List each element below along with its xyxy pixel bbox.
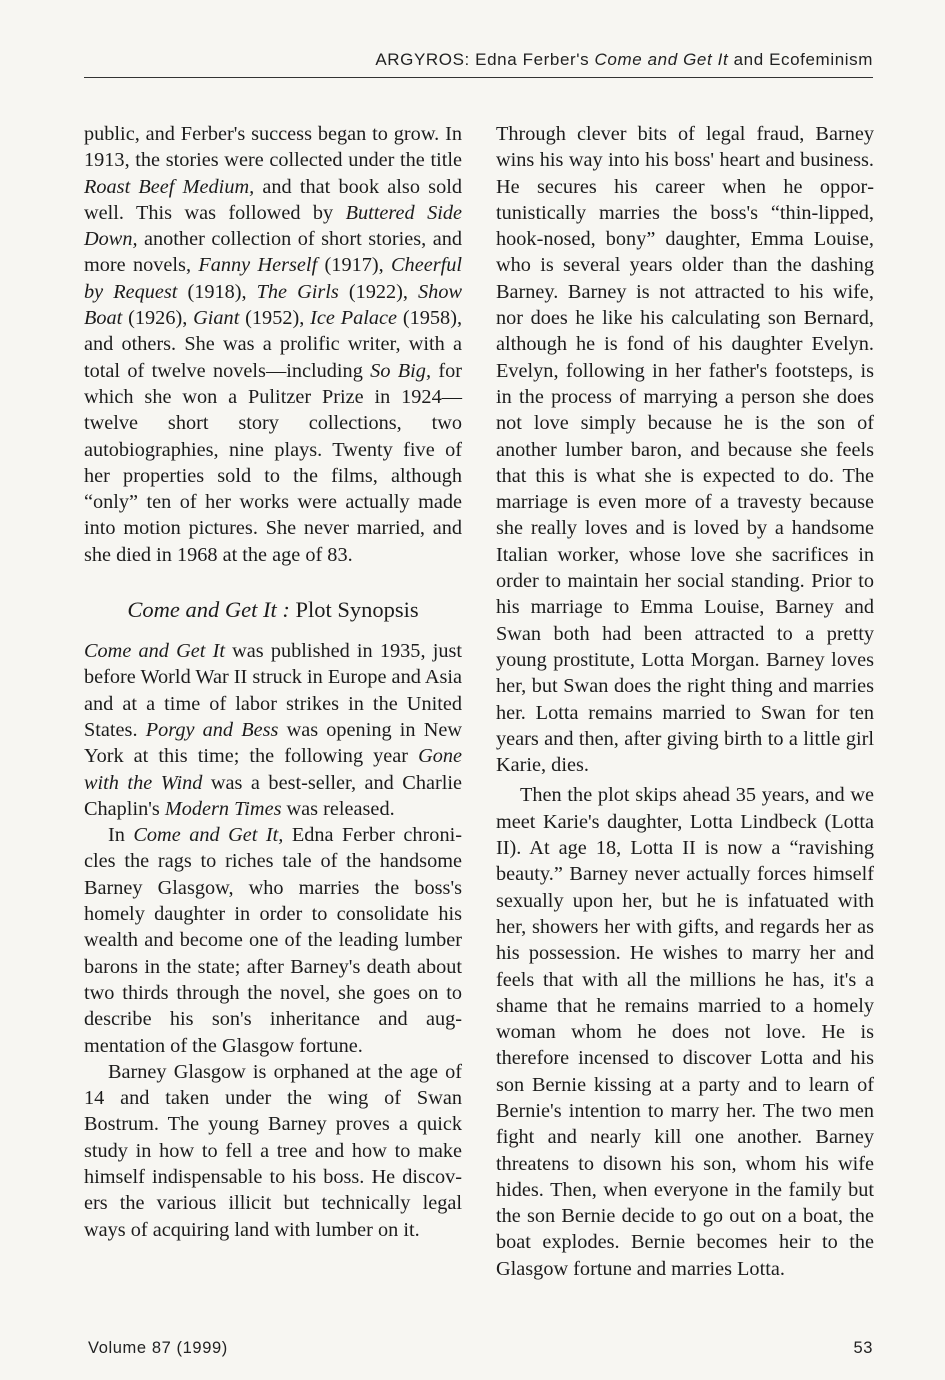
- italic-text: Come and Get It,: [133, 824, 284, 847]
- text-run: (1926),: [122, 307, 194, 330]
- italic-text: Giant: [193, 307, 240, 330]
- paragraph: [84, 638, 462, 822]
- text-run: Barney Glasgow is orphaned at the age of 14 and taken under the wing of Swan Bostrum. The young Barney proves a quick study in how to fell a tree and how to make himself indispensable to his boss. He discovers the various illicit but technically legal ways of acquiring land with lumber on it.: [84, 1060, 462, 1241]
- header-author: ARGYROS: Edna Ferber's: [375, 50, 595, 69]
- running-header: [84, 50, 873, 70]
- left-column: [84, 121, 462, 1243]
- header-suffix: and Ecofeminism: [728, 50, 873, 69]
- section-heading-rest: Plot Synopsis: [289, 597, 419, 623]
- italic-text: Buttered Side Down,: [84, 201, 462, 251]
- text-run: for which she won a Pulitzer Prize in 1924—twelve short story collections, two autobiographies, nine plays. Twenty five of her properties sold to the films, although “only” ten of her works were actually made into motion pictures. She never married, and she died in 1968 at the age of 83.: [84, 359, 463, 566]
- section-heading: [84, 596, 462, 624]
- italic-text: Ice Palace: [310, 307, 398, 330]
- italic-text: The Girls: [256, 280, 339, 303]
- italic-text: Show Boat: [84, 280, 462, 330]
- text-run: was opening in New York at this time; the following year: [84, 718, 463, 768]
- text-run: (1952),: [239, 307, 311, 330]
- italic-text: Cheerful by Request: [84, 254, 463, 303]
- text-run: Then the plot skips ahead 35 years, and we meet Karie's daughter, Lotta Lindbeck (Lotta II). At age 18, Lotta II is now a “ravishing beauty.” Barney never actually forces himself sexually upon her, but he is infatuated with her, showers her with gifts, and regards her as his possession. He wishes to marry her and feels that with all the millions he has, it's a shame that he remains married to a homely woman whom he does not love. He is therefore incensed to discover Lotta and his son Bernie kissing at a party and to learn of Bernie's intention to marry her. The two men fight and nearly kill one another. Barney threatens to disown his son, whom his wife hides. Then, when everyone in the family but the son Bernie decide to go out on a boat, the boat explodes. Bernie becomes heir to the Glasgow fortune and marries Lotta.: [496, 784, 874, 1280]
- text-run: Through clever bits of legal fraud, Barney wins his way into his boss' heart and business. He secures his career when he opportunistically marries the boss's “thin-lipped, hook-nosed, bony” daughter, Emma Louise, who is several years older than the dashing Barney. Barney is not attracted to his wife, nor does he like his calculating son Bernard, although he is fond of his daughter Evelyn. Evelyn, following in her father's footsteps, is in the process of marrying a person she does not love simply because he is the son of another lumber baron, and because she feels that this is what she is expected to do. The marriage is even more of a travesty because she really loves and is loved by a handsome Italian worker, whose love she sacrifices in order to maintain her social standing. Prior to his marriage to Emma Louise, Barney and Swan both had been attracted to a pretty young prostitute, Lotta Morgan. Barney loves her, but Swan does the right thing and marries her. Lotta remains married to Swan for ten years and then, after giving birth to a little girl Karie, dies.: [496, 123, 874, 777]
- header-rule: [84, 77, 873, 78]
- text-run: public, and Ferber's success began to grow. In 1913, the stories were collected under the title: [84, 123, 462, 172]
- paragraph: [496, 121, 874, 778]
- text-run: (1917),: [317, 254, 392, 277]
- header-title: Come and Get It: [594, 50, 729, 69]
- italic-text: Roast Beef Medium,: [84, 175, 255, 198]
- text-run: was published in 1935, just before World War II struck in Europe and Asia and at a time of labor strikes in the United States.: [84, 640, 462, 741]
- text-run: was a best-seller, and Charlie Chaplin's: [84, 771, 463, 820]
- text-run: (1922),: [338, 280, 419, 303]
- text-run: In: [108, 824, 134, 847]
- section-heading-italic: Come and Get It :: [127, 597, 290, 623]
- text-run: Edna Ferber chronicles the rags to riches tale of the handsome Barney Glasgow, who marries the boss's homely daughter in order to consolidate his wealth and become one of the leading lumber barons in the state; after Barney's death about two thirds through the novel, she goes on to describe his son's inheritance and augmentation of the Glasgow fortune.: [84, 824, 462, 1057]
- text-run: another collection of short stories, and more novels,: [84, 228, 462, 277]
- italic-text: Modern Times: [164, 797, 282, 820]
- italic-text: Come and Get It: [84, 640, 225, 663]
- text-run: was released.: [281, 797, 395, 820]
- paragraph: [84, 121, 462, 568]
- paragraph: [84, 822, 462, 1059]
- italic-text: Gone with the Wind: [84, 745, 462, 794]
- text-run: (1958), and others. She was a prolific writer, with a total of twelve novels—including: [84, 307, 463, 382]
- right-column: [496, 121, 874, 1282]
- text-run: and that book also sold well. This was followed by: [84, 175, 462, 224]
- text-run: (1918),: [177, 280, 257, 303]
- italic-text: So Big,: [370, 359, 432, 382]
- paragraph: [496, 782, 874, 1282]
- page-number: 53: [853, 1339, 873, 1357]
- footer-volume: Volume 87 (1999): [88, 1339, 228, 1357]
- italic-text: Porgy and Bess: [145, 718, 279, 741]
- italic-text: Fanny Herself: [198, 254, 318, 277]
- paragraph: [84, 1059, 462, 1243]
